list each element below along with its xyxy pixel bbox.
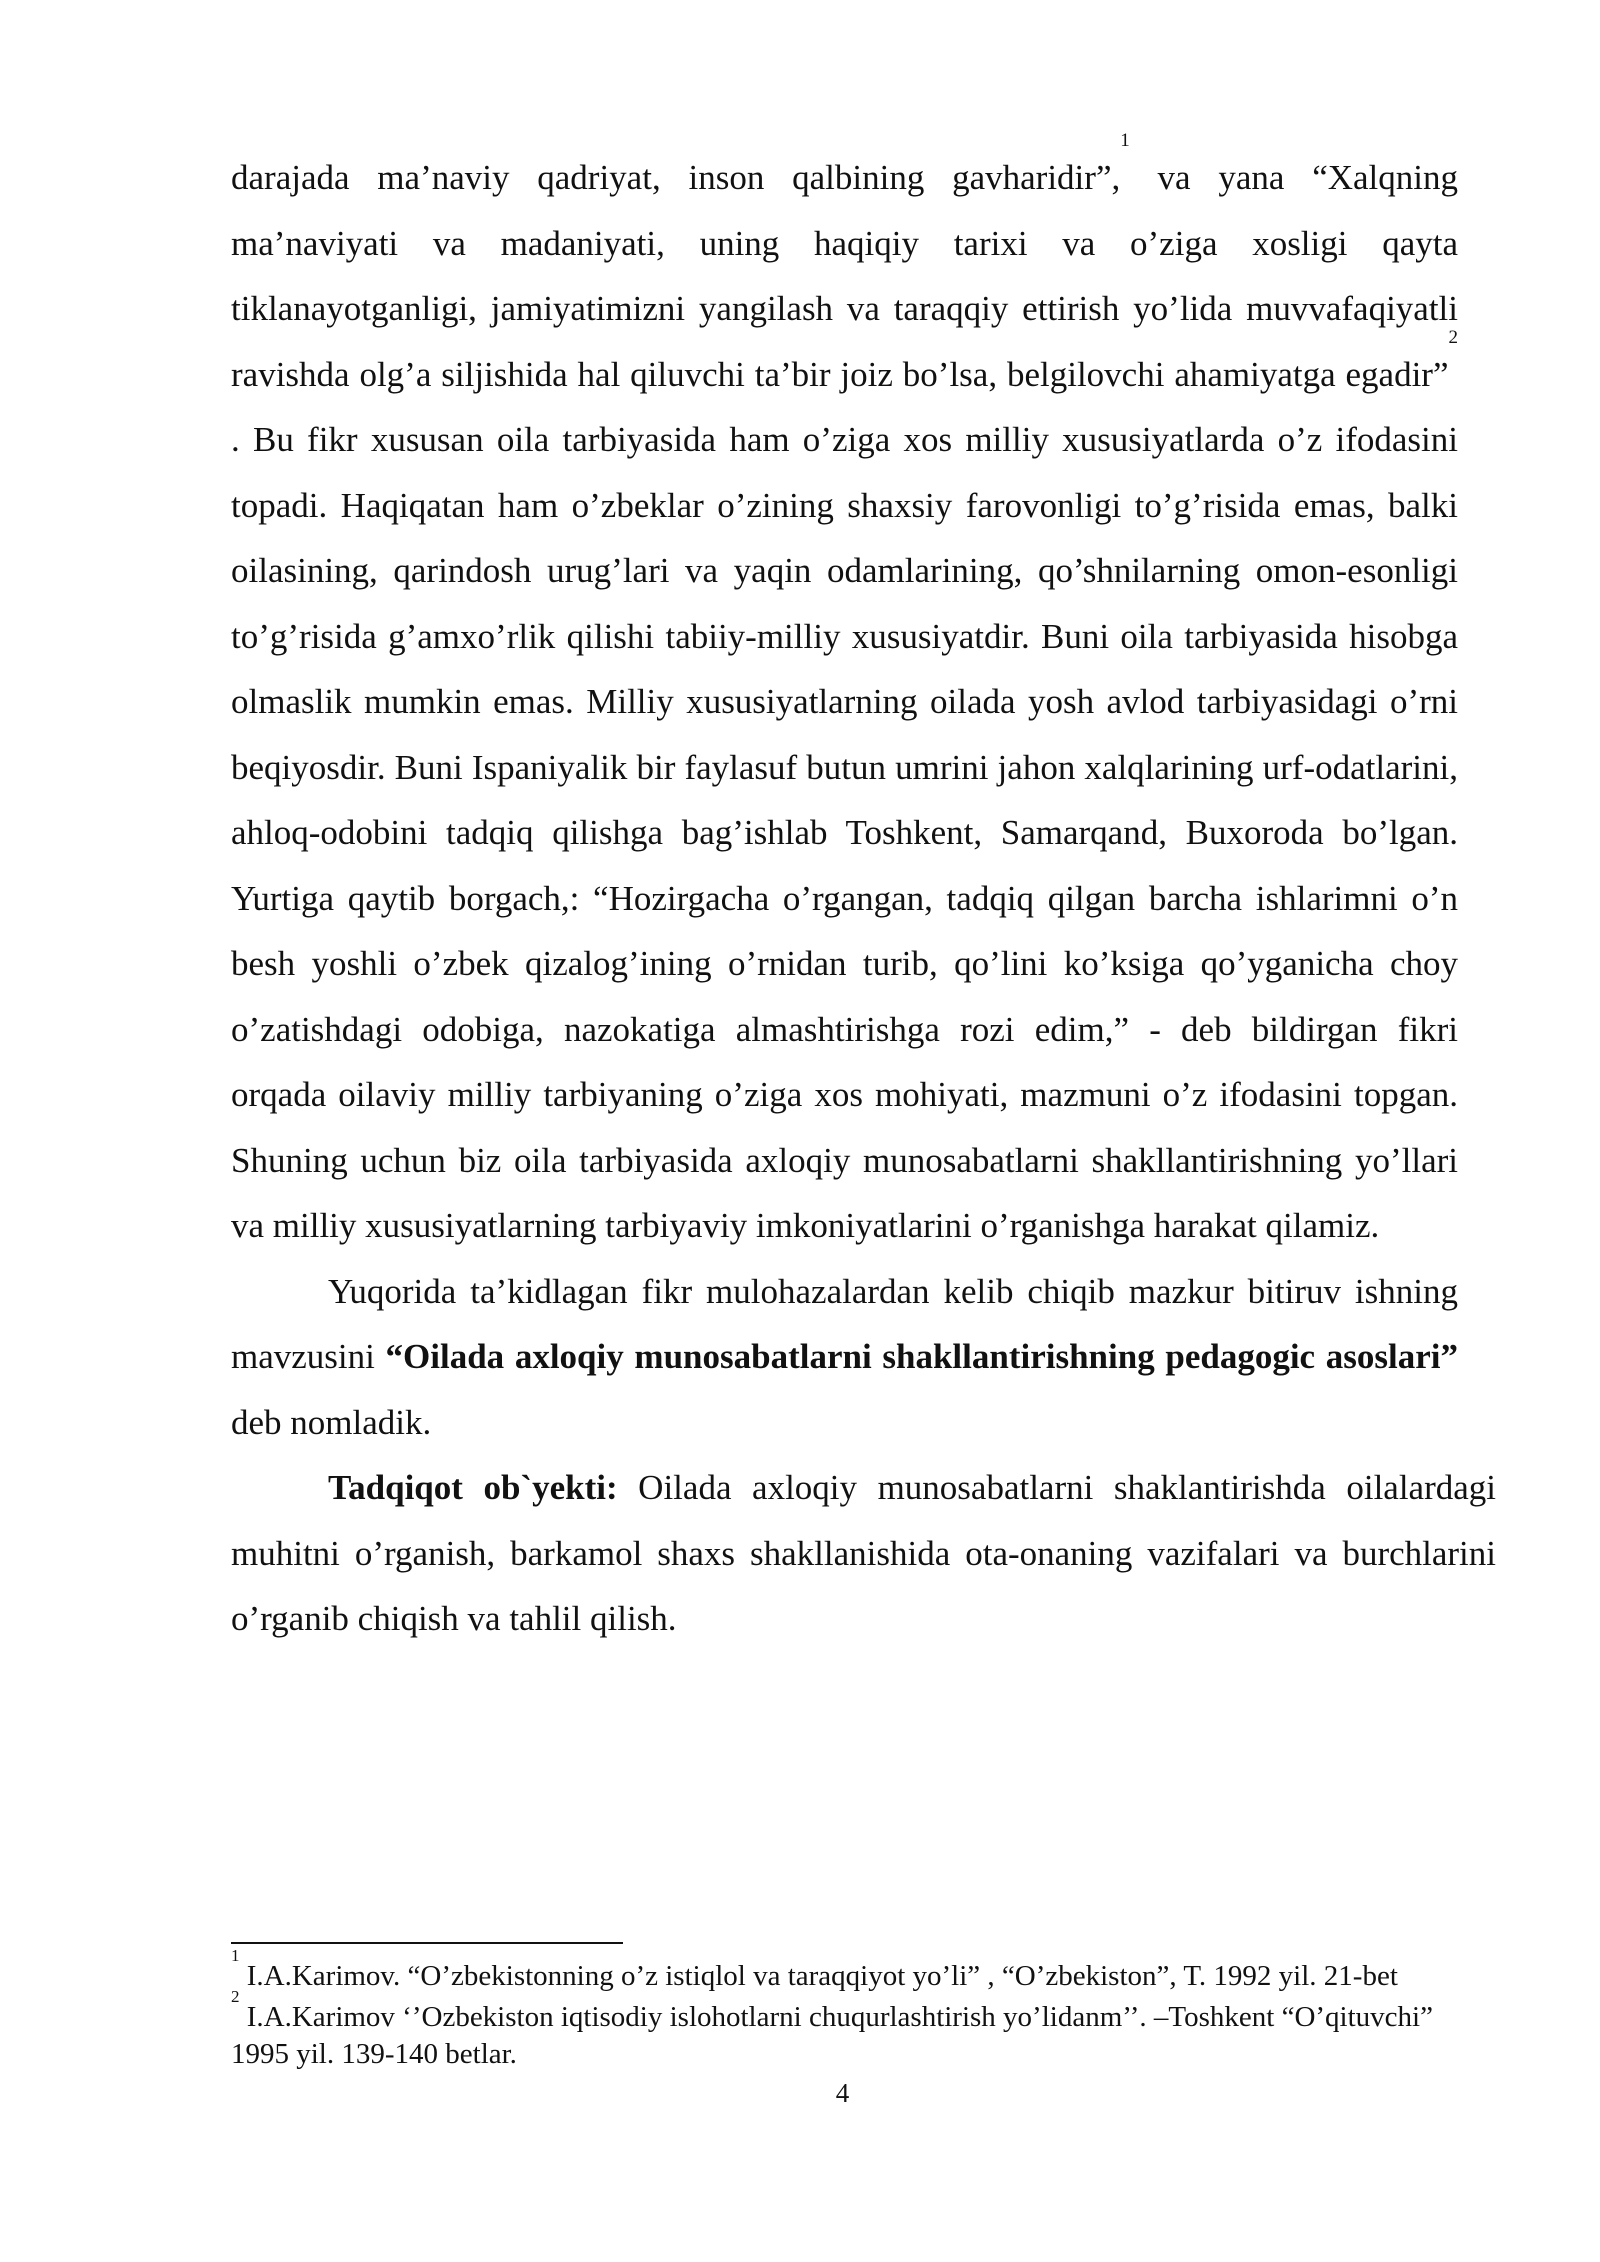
paragraph-intro [231, 130, 1458, 1259]
page-number: 4 [835, 2078, 850, 2108]
body-text [231, 130, 1497, 1652]
footnote-number: 2 [231, 1987, 240, 2006]
paragraph-text: deb nomladik. [231, 1402, 432, 1442]
footnote-text: I.A.Karimov ‘’Ozbekiston iqtisodiy islohotlarni chuqurlashtirish yo’lidanm’’. –Toshkent “O’qituvchi” 1995 yil. 139-140 betlar. [231, 2001, 1433, 2070]
footnote-ref-2[interactable]: 2 [1448, 326, 1458, 348]
paragraph-research-object [231, 1455, 1496, 1652]
paragraph-topic [231, 1259, 1458, 1456]
footnote-divider [231, 1942, 623, 1944]
paragraph-text: darajada ma’naviy qadriyat, inson qalbining gavharidir”, [231, 158, 1121, 197]
footnotes [231, 1946, 1458, 2077]
paragraph-text: . Bu fikr xususan oila tarbiyasida ham o’ziga xos milliy xususiyatlarda o’z ifodasini topadi. Haqiqatan ham o’zbeklar o’zining shaxsiy farovonligi to’g’risida emas, balki oilasining, qarindosh urug’lari va yaqin odamlarining, qo’shnilarning omon-esonligi to’g’risida g’amxo’rlik qilishi tabiiy-milliy xususiyatdir. Buni oila tarbiyasida hisobga olmaslik mumkin emas. Milliy xususiyatlarning oilada yosh avlod tarbiyasidagi o’rni beqiyosdir. Buni Ispaniyalik bir faylasuf butun umrini jahon xalqlarining urf-odatlarini, ahloq-odobini tadqiq qilishga bag’ishlab Toshkent, Samarqand, Buxoroda bo’lgan. Yurtiga qaytib borgach,: “Hozirgacha o’rgangan, tadqiq qilgan barcha ishlarimni o’n besh yoshli o’zbek qizalog’ining o’rnidan turib, qo’lini ko’ksiga qo’yganicha choy o’zatishdagi odobiga, nazokatiga almashtirishga rozi edim,” - deb bildirgan fikri orqada oilaviy milliy tarbiyaning o’ziga xos mohiyati, mazmuni o’z ifodasini topgan. Shuning uchun biz oila tarbiyasida axloqiy munosabatlarni shakllantirishning yo’llari va milliy xususiyatlarning tarbiyaviy imkoniyatlarini o’rganishga harakat qilamiz. [231, 420, 1458, 1245]
thesis-title: “Oilada axloqiy munosabatlarni shakllantirishning pedagogic asoslari” [385, 1337, 1458, 1376]
paragraph-text: Oilada axloqiy munosabatlarni shaklantirishda oilalardagi muhitni o’rganish, barkamol shaxs shakllanishida ota-onaning vazifalari va burchlarini o’rganib chiqish va tahlil qilish. [231, 1468, 1497, 1638]
paragraph-text: va yana “Xalqning ma’naviyati va madaniyati, uning haqiqiy tarixi va o’ziga xosligi qayta tiklanayotganligi, jamiyatimizni yangilash va taraqqiy ettirish yo’lida muvvafaqiyatli ravishda olg’a siljishida hal qiluvchi ta’bir joiz bo’lsa, belgilovchi ahamiyatga egadir” [231, 158, 1458, 394]
footnote-number: 1 [231, 1946, 240, 1965]
paragraph-text: Yuqorida ta’kidlagan fikr mulohazalardan kelib chiqib mazkur bitiruv ishning mavzusini [231, 1271, 1458, 1376]
footnote-text: I.A.Karimov. “O’zbekistonning o’z istiqlol va taraqqiyot yo’li” , “O’zbekiston”, T. 1992 yil. 21-bet [239, 1960, 1398, 1992]
research-object-label: Tadqiqot ob`yekti: [328, 1468, 618, 1507]
footnote-2 [231, 1987, 1458, 2073]
footnote-1 [231, 1946, 1458, 1995]
footnote-ref-1[interactable]: 1 [1120, 130, 1130, 151]
